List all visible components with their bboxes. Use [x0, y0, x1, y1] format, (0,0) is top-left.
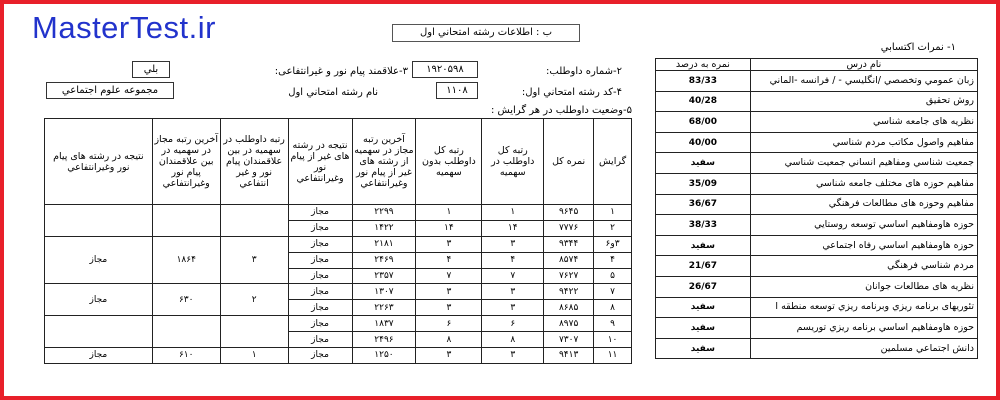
branch: ۷: [594, 284, 632, 300]
rank-quota: ۳: [482, 284, 544, 300]
last-allowed-rank: ۱۳۰۷: [352, 284, 416, 300]
exam-field-label: نام رشته امتحاني اول: [288, 87, 378, 98]
pn-result: مجاز: [45, 284, 153, 316]
interest-value: بلي: [132, 61, 170, 78]
last-allowed-rank: ۲۲۹۹: [352, 205, 416, 221]
total-score: ۸۶۸۵: [544, 300, 594, 316]
status-row: [45, 205, 632, 221]
last-allowed-rank: ۲۴۶۹: [352, 252, 416, 268]
grades-row: [656, 276, 978, 297]
rank-no-quota: ۳: [416, 236, 482, 252]
result: مجاز: [288, 332, 352, 348]
course-name: مفاهیم واصول مکاتب مردم شناسي: [750, 132, 977, 153]
last-allowed-rank: ۱۴۲۲: [352, 220, 416, 236]
status-row: [45, 236, 632, 252]
result: مجاز: [288, 348, 352, 364]
result: مجاز: [288, 252, 352, 268]
pn-last-allowed-rank: ۱۸۶۴: [152, 236, 220, 284]
grades-row: [656, 297, 978, 318]
status-col-header: گرایش: [594, 119, 632, 205]
rank-quota: ۳: [482, 348, 544, 364]
rank-no-quota: ۳: [416, 284, 482, 300]
pn-result: مجاز: [45, 348, 153, 364]
total-score: ۹۶۴۵: [544, 205, 594, 221]
last-allowed-rank: ۱۸۳۷: [352, 316, 416, 332]
course-name: تئوریهای برنامه ریزي وبرنامه ریزي توسعه منطقه ا: [750, 297, 977, 318]
grades-table: [655, 58, 978, 359]
course-score: 26/67: [656, 276, 751, 297]
course-name: زبان عمومي وتخصصي /انگلیسي - / فرانسه -الماني: [750, 71, 977, 92]
rank-quota: ۳: [482, 236, 544, 252]
course-name: مردم شناسي فرهنگي: [750, 256, 977, 277]
rank-no-quota: ۶: [416, 316, 482, 332]
last-allowed-rank: ۲۳۵۷: [352, 268, 416, 284]
site-logo[interactable]: MasterTest.ir: [32, 10, 216, 45]
interest-label: ۳-علاقمند پیام نور و غیرانتفاعی:: [274, 66, 408, 77]
status-col-header: رتبه داوطلب در سهمیه در بین علاقمندان پیام نور و غیر انتفاعي: [220, 119, 288, 205]
status-col-header: رتبه کل داوطلب بدون سهمیه: [416, 119, 482, 205]
result: مجاز: [288, 236, 352, 252]
pn-last-allowed-rank: ۶۱۰: [152, 348, 220, 364]
course-name: نظریه های جامعه شناسي: [750, 112, 977, 133]
pn-rank: ۱: [220, 348, 288, 364]
pn-last-allowed-rank: [152, 205, 220, 237]
grades-col-score: نمره به درصد: [656, 59, 751, 71]
total-score: ۷۷۷۶: [544, 220, 594, 236]
course-score: سفید: [656, 297, 751, 318]
exam-code-label: ۴-کد رشته امتحاني اول:: [521, 87, 622, 98]
grades-row: [656, 153, 978, 174]
result: مجاز: [288, 300, 352, 316]
grades-row: [656, 91, 978, 112]
course-name: دانش اجتماعي مسلمین: [750, 338, 977, 359]
rank-no-quota: ۳: [416, 348, 482, 364]
pn-result: [45, 205, 153, 237]
applicant-id-value: ۱۹۲۰۵۹۸: [412, 61, 478, 78]
applicant-id-label: ۲-شماره داوطلب:: [546, 66, 622, 77]
rank-quota: ۶: [482, 316, 544, 332]
rank-no-quota: ۷: [416, 268, 482, 284]
grades-row: [656, 112, 978, 133]
pn-rank: [220, 205, 288, 237]
course-score: 40/00: [656, 132, 751, 153]
status-table: [44, 118, 632, 364]
total-score: ۷۳۰۷: [544, 332, 594, 348]
branch: ۲: [594, 220, 632, 236]
course-score: سفید: [656, 153, 751, 174]
status-row: [45, 348, 632, 364]
last-allowed-rank: ۱۲۵۰: [352, 348, 416, 364]
grades-row: [656, 215, 978, 236]
course-name: مفاهیم حوزه های مختلف جامعه شناسي: [750, 173, 977, 194]
course-name: مفاهیم وحوزه های مطالعات فرهنگي: [750, 194, 977, 215]
rank-quota: ۳: [482, 300, 544, 316]
result: مجاز: [288, 220, 352, 236]
grades-row: [656, 318, 978, 339]
status-col-header: آخرین رتبه مجاز در سهمیه از رشته های غیر از پیام نور وغیرانتفاعي: [352, 119, 416, 205]
course-score: 68/00: [656, 112, 751, 133]
grades-row: [656, 338, 978, 359]
pn-rank: ۲: [220, 284, 288, 316]
result: مجاز: [288, 284, 352, 300]
course-score: سفید: [656, 338, 751, 359]
course-name: حوزه هاومفاهیم اساسي برنامه ریزي توریسم: [750, 318, 977, 339]
rank-quota: ۷: [482, 268, 544, 284]
grades-col-course: نام درس: [750, 59, 977, 71]
exam-field-value: مجموعه علوم اجتماعي: [46, 82, 174, 99]
grades-row: [656, 194, 978, 215]
pn-result: [45, 316, 153, 348]
grades-row: [656, 235, 978, 256]
course-score: سفید: [656, 235, 751, 256]
course-score: 36/67: [656, 194, 751, 215]
total-score: ۹۴۱۳: [544, 348, 594, 364]
rank-quota: ۱: [482, 205, 544, 221]
last-allowed-rank: ۲۲۶۳: [352, 300, 416, 316]
course-name: روش تحقیق: [750, 91, 977, 112]
course-score: 83/33: [656, 71, 751, 92]
grades-row: [656, 256, 978, 277]
course-score: 40/28: [656, 91, 751, 112]
pn-rank: [220, 316, 288, 348]
course-score: سفید: [656, 318, 751, 339]
status-row: [45, 284, 632, 300]
branch: ۳و۶: [594, 236, 632, 252]
status-row: [45, 316, 632, 332]
page-title: ب : اطلاعات رشته امتحاني اول: [392, 24, 580, 42]
branch: ۵: [594, 268, 632, 284]
rank-no-quota: ۳: [416, 300, 482, 316]
total-score: ۹۴۲۲: [544, 284, 594, 300]
status-col-header: نمره کل: [544, 119, 594, 205]
pn-last-allowed-rank: [152, 316, 220, 348]
rank-no-quota: ۱: [416, 205, 482, 221]
branch: ۱: [594, 205, 632, 221]
status-col-header: آخرین رتبه مجاز در سهمیه در بین علاقمندان پیام نور وغیرانتفاعي: [152, 119, 220, 205]
grades-row: [656, 132, 978, 153]
pn-last-allowed-rank: ۶۳۰: [152, 284, 220, 316]
course-score: 21/67: [656, 256, 751, 277]
course-score: 38/33: [656, 215, 751, 236]
rank-quota: ۸: [482, 332, 544, 348]
grades-row: [656, 173, 978, 194]
total-score: ۹۳۴۴: [544, 236, 594, 252]
course-score: 35/09: [656, 173, 751, 194]
course-name: حوزه هاومفاهیم اساسي توسعه روستایي: [750, 215, 977, 236]
rank-no-quota: ۱۴: [416, 220, 482, 236]
status-col-header: نتیجه در رشته های پیام نور وغیرانتفاعي: [45, 119, 153, 205]
total-score: ۸۵۷۴: [544, 252, 594, 268]
course-name: حوزه هاومفاهیم اساسي رفاه اجتماعي: [750, 235, 977, 256]
total-score: ۸۹۷۵: [544, 316, 594, 332]
rank-quota: ۴: [482, 252, 544, 268]
pn-rank: ۳: [220, 236, 288, 284]
result: مجاز: [288, 205, 352, 221]
status-col-header: رتبه کل داوطلب در سهمیه: [482, 119, 544, 205]
status-col-header: نتیجه در رشته های غیر از پیام نور وغیرانتفاعي: [288, 119, 352, 205]
rank-quota: ۱۴: [482, 220, 544, 236]
exam-code-value: ۱۱۰۸: [436, 82, 478, 99]
branch: ۴: [594, 252, 632, 268]
grades-row: [656, 71, 978, 92]
branch: ۸: [594, 300, 632, 316]
total-score: ۷۶۲۷: [544, 268, 594, 284]
course-name: نظریه های مطالعات جوانان: [750, 276, 977, 297]
result: مجاز: [288, 268, 352, 284]
branch: ۱۱: [594, 348, 632, 364]
rank-no-quota: ۴: [416, 252, 482, 268]
rank-no-quota: ۸: [416, 332, 482, 348]
branch: ۱۰: [594, 332, 632, 348]
course-name: جمعیت شناسي ومفاهیم انساني جمعیت شناسي: [750, 153, 977, 174]
result: مجاز: [288, 316, 352, 332]
branch: ۹: [594, 316, 632, 332]
last-allowed-rank: ۲۴۹۶: [352, 332, 416, 348]
pn-result: مجاز: [45, 236, 153, 284]
status-label: ۵-وضعیت داوطلب در هر گرایش :: [490, 105, 632, 116]
last-allowed-rank: ۲۱۸۱: [352, 236, 416, 252]
grades-section-title: ۱- نمرات اکتسابي: [880, 42, 956, 53]
